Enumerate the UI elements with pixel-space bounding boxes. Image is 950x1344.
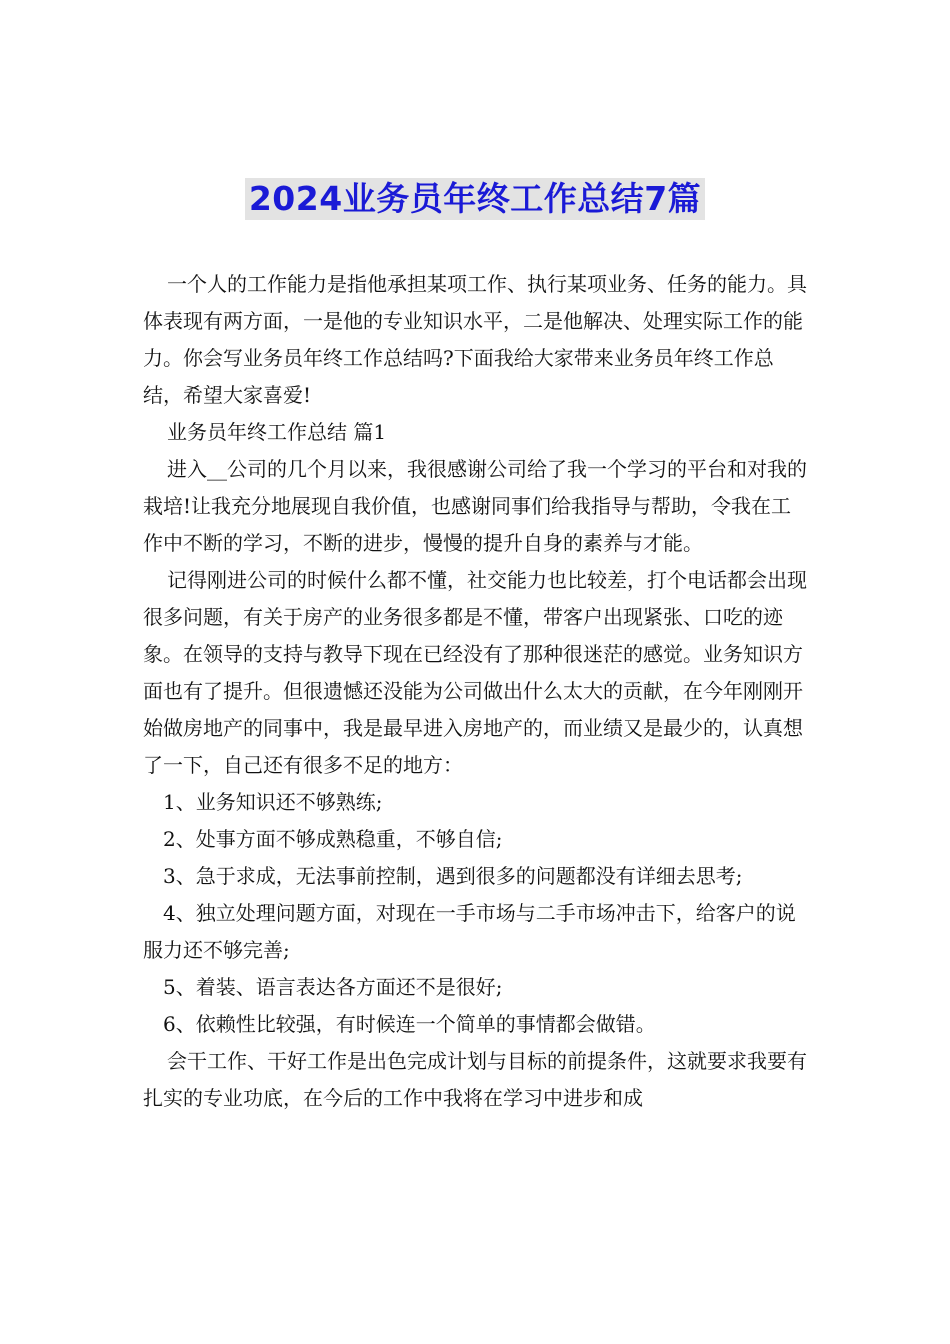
list-item: 4、独立处理问题方面，对现在一手市场与二手市场冲击下，给客户的说服力还不够完善; (143, 901, 796, 962)
title-area (0, 178, 950, 220)
list-item: 1、业务知识还不够熟练; (163, 790, 383, 814)
body-paragraph: 进入__公司的几个月以来，我很感谢公司给了我一个学习的平台和对我的栽培!让我充分地展现自我价值，也感谢同事们给我指导与帮助，令我在工作中不断的学习，不断的进步，慢慢的提升自身的素养与才能。 (143, 457, 807, 555)
body-paragraph: 会干工作、干好工作是出色完成计划与目标的前提条件，这就要求我要有扎实的专业功底，在今后的工作中我将在学习中进步和成 (143, 1049, 807, 1110)
document-title: 2024业务员年终工作总结7篇 (245, 178, 705, 220)
document-body (143, 266, 811, 1117)
body-paragraph: 记得刚进公司的时候什么都不懂，社交能力也比较差，打个电话都会出现很多问题，有关于房产的业务很多都是不懂，带客户出现紧张、口吃的迹象。在领导的支持与教导下现在已经没有了那种很迷茫的感觉。业务知识方面也有了提升。但很遗憾还没能为公司做出什么太大的贡献，在今年刚刚开始做房地产的同事中，我是最早进入房地产的，而业绩又是最少的，认真想了一下，自己还有很多不足的地方： (143, 568, 807, 777)
section-heading: 业务员年终工作总结 篇1 (167, 420, 387, 444)
list-item: 6、依赖性比较强，有时候连一个简单的事情都会做错。 (163, 1012, 656, 1036)
intro-paragraph: 一个人的工作能力是指他承担某项工作、执行某项业务、任务的能力。具体表现有两方面，一是他的专业知识水平，二是他解决、处理实际工作的能力。你会写业务员年终工作总结吗?下面我给大家带来业务员年终工作总结，希望大家喜爱! (143, 272, 807, 407)
list-item: 3、急于求成，无法事前控制，遇到很多的问题都没有详细去思考; (163, 864, 743, 888)
list-item: 2、处事方面不够成熟稳重，不够自信; (163, 827, 503, 851)
list-item: 5、着装、语言表达各方面还不是很好; (163, 975, 503, 999)
